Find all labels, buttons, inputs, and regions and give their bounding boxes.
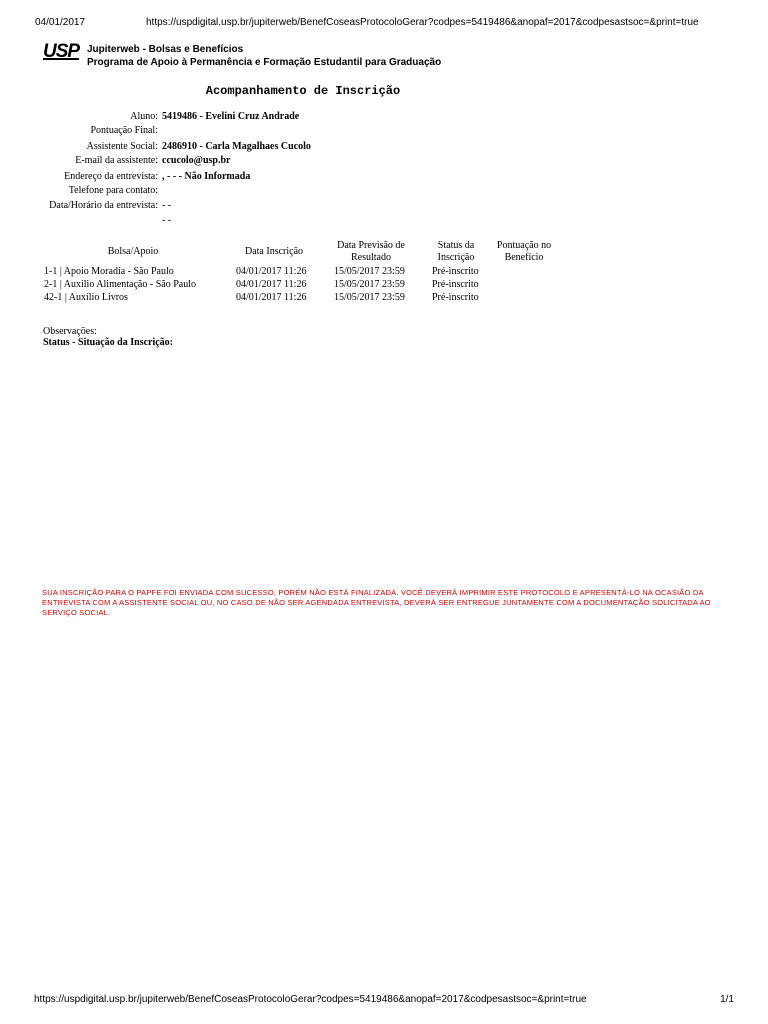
column-header: Data Previsão de Resultado xyxy=(337,240,405,263)
print-url: https://uspdigital.usp.br/jupiterweb/BenefCoseasProtocoloGerar?codpes=5419486&anopaf=2017&codpesastsoc=&print=true xyxy=(146,17,699,28)
info-label: Data/Horário da entrevista: xyxy=(49,200,158,211)
table-cell: 1-1 | Apoio Moradia - São Paulo xyxy=(44,266,174,277)
info-label: Telefone para contato: xyxy=(68,185,158,196)
print-footer xyxy=(0,994,768,1008)
column-header: Status da Inscrição xyxy=(437,240,475,263)
info-value: 5419486 - Evelini Cruz Andrade xyxy=(162,111,300,122)
usp-logo: USP xyxy=(43,41,80,62)
table-cell: Pré-inscrito xyxy=(432,266,479,277)
system-title: Jupiterweb - Bolsas e Benefícios xyxy=(87,44,244,55)
warning-message: SUA INSCRIÇÃO PARA O PAPFE FOI ENVIADA COM SUCESSO, PORÉM NÃO ESTÁ FINALIZADA. VOCÊ DEVERÁ IMPRIMIR ESTE PROTOCOLO E APRESENTÁ-LO NA OCASIÃO DA ENTREVISTA COM A ASSISTENTE SOCIAL OU, NO CASO DE NÃO SER AGENDADA ENTREVISTA, DEVERÁ SER ENTREGUE JUNTAMENTE COM A DOCUMENTAÇÃO SOLICITADA AO SERVIÇO SOCIAL. xyxy=(42,588,711,617)
table-cell: 42-1 | Auxílio Livros xyxy=(44,292,128,303)
info-label: Aluno: xyxy=(130,111,158,122)
observacoes-label: Observações: xyxy=(43,326,97,337)
table-cell: 2-1 | Auxilio Alimentação - São Paulo xyxy=(44,279,196,290)
page-number: 1/1 xyxy=(720,994,734,1005)
print-date: 04/01/2017 xyxy=(35,17,86,28)
column-header: Bolsa/Apoio xyxy=(107,246,159,257)
program-subtitle: Programa de Apoio à Permanência e Formação Estudantil para Graduação xyxy=(87,57,442,68)
info-label: Pontuação Final: xyxy=(90,125,158,136)
table-cell: 04/01/2017 11:26 xyxy=(236,279,307,290)
table-cell: 15/05/2017 23:59 xyxy=(334,266,405,277)
page-title: Acompanhamento de Inscrição xyxy=(205,84,401,98)
table-cell: 04/01/2017 11:26 xyxy=(236,266,307,277)
info-label: Endereço da entrevista: xyxy=(64,171,158,182)
table-cell: 15/05/2017 23:59 xyxy=(334,279,405,290)
observacoes-section xyxy=(43,326,173,348)
status-title: Status - Situação da Inscrição: xyxy=(43,337,174,348)
info-value: , - - - Não Informada xyxy=(162,171,251,182)
column-header: Pontuação no Benefício xyxy=(496,240,552,263)
table-cell: Pré-inscrito xyxy=(432,279,479,290)
info-label: Assistente Social: xyxy=(86,141,158,152)
info-value: ccucolo@usp.br xyxy=(162,155,231,166)
table-cell: 04/01/2017 11:26 xyxy=(236,292,307,303)
table-cell: 15/05/2017 23:59 xyxy=(334,292,405,303)
column-header: Data Inscrição xyxy=(244,246,304,257)
info-value: - - xyxy=(162,200,172,211)
table-cell: Pré-inscrito xyxy=(432,292,479,303)
print-footer-url: https://uspdigital.usp.br/jupiterweb/BenefCoseasProtocoloGerar?codpes=5419486&anopaf=2017&codpesastsoc=&print=true xyxy=(34,994,587,1005)
info-value: 2486910 - Carla Magalhaes Cucolo xyxy=(162,141,311,152)
info-value: - - xyxy=(162,215,172,226)
print-header xyxy=(0,17,768,31)
info-label: E-mail da assistente: xyxy=(75,155,158,166)
